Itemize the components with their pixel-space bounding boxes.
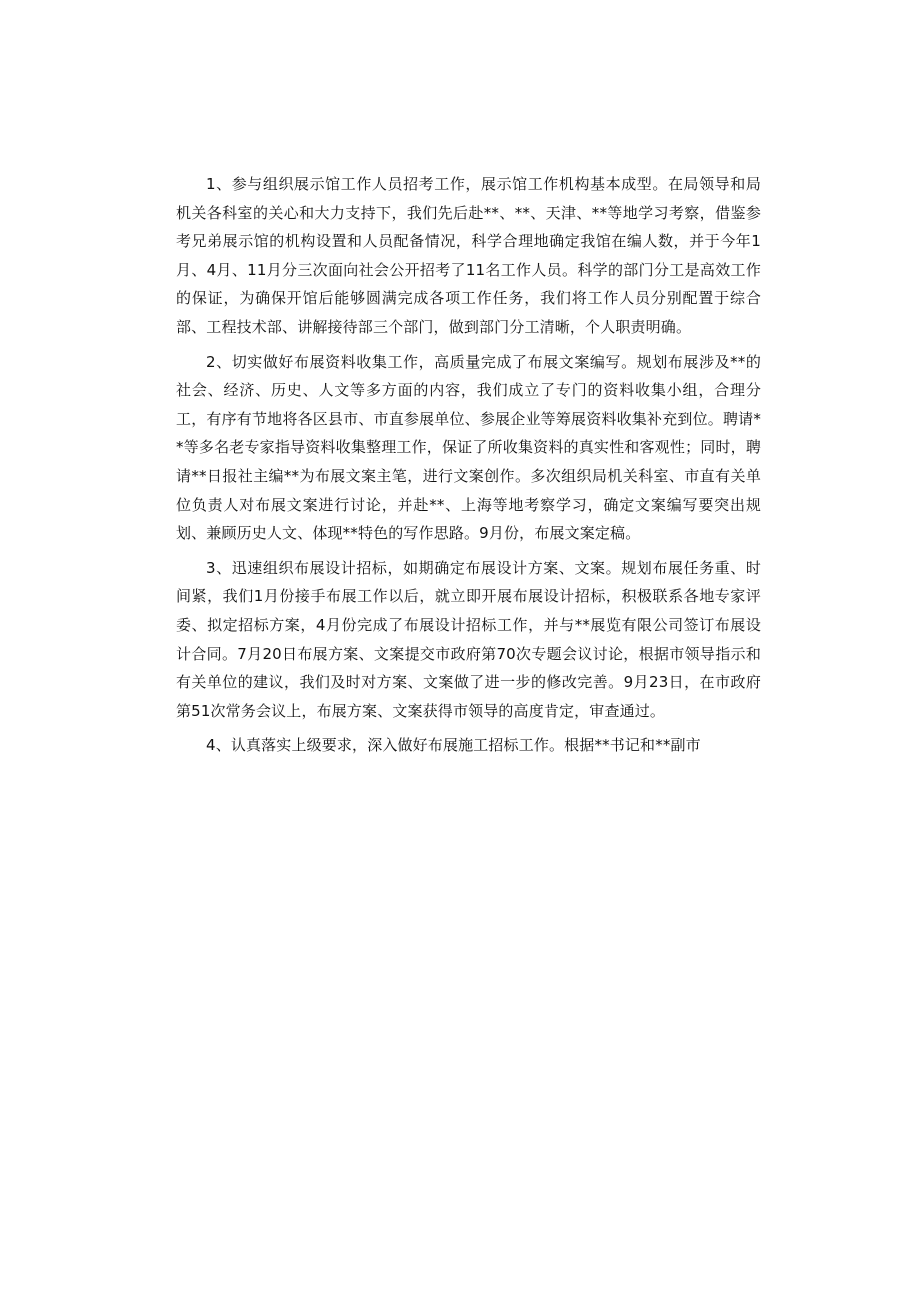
- document-body: [176, 170, 761, 766]
- paragraph-3: 3、迅速组织布展设计招标，如期确定布展设计方案、文案。规划布展任务重、时间紧，我们1月份接手布展工作以后，就立即开展布展设计招标，积极联系各地专家评委、拟定招标方案，4月份完成了布展设计招标工作，并与**展览有限公司签订布展设计合同。7月20日布展方案、文案提交市政府第70次专题会议讨论，根据市领导指示和有关单位的建议，我们及时对方案、文案做了进一步的修改完善。9月23日，在市政府第51次常务会议上，布展方案、文案获得市领导的高度肯定，审查通过。: [176, 558, 761, 720]
- paragraph-4: 4、认真落实上级要求，深入做好布展施工招标工作。根据**书记和**副市: [206, 736, 701, 755]
- paragraph-2: 2、切实做好布展资料收集工作，高质量完成了布展文案编写。规划布展涉及**的社会、经济、历史、人文等多方面的内容，我们成立了专门的资料收集小组，合理分工，有序有节地将各区县市、市直参展单位、参展企业等筹展资料收集补充到位。聘请**等多名老专家指导资料收集整理工作，保证了所收集资料的真实性和客观性；同时，聘请**日报社主编**为布展文案主笔，进行文案创作。多次组织局机关科室、市直有关单位负责人对布展文案进行讨论，并赴**、上海等地考察学习，确定文案编写要突出规划、兼顾历史人文、体现**特色的写作思路。9月份，布展文案定稿。: [176, 352, 761, 543]
- paragraph-1: 1、参与组织展示馆工作人员招考工作，展示馆工作机构基本成型。在局领导和局机关各科室的关心和大力支持下，我们先后赴**、**、天津、**等地学习考察，借鉴参考兄弟展示馆的机构设置和人员配备情况，科学合理地确定我馆在编人数，并于今年1月、4月、11月分三次面向社会公开招考了11名工作人员。科学的部门分工是高效工作的保证，为确保开馆后能够圆满完成各项工作任务，我们将工作人员分别配置于综合部、工程技术部、讲解接待部三个部门，做到部门分工清晰，个人职责明确。: [176, 175, 761, 336]
